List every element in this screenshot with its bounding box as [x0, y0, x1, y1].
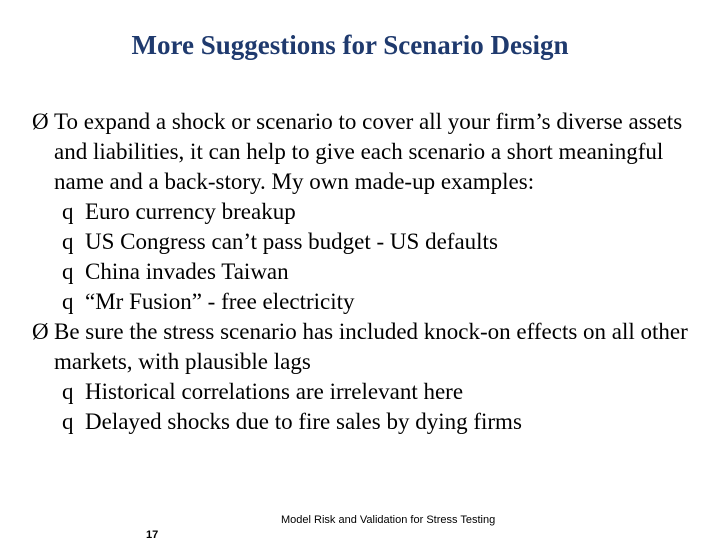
sub-bullet-text: “Mr Fusion” - free electricity: [85, 289, 355, 314]
slide-footer: Model Risk and Validation for Stress Testing: [281, 514, 496, 526]
slide-title: More Suggestions for Scenario Design: [131, 30, 569, 60]
bullet-text: Be sure the stress scenario has included knock-on effects on all other markets, with plausible lags: [54, 319, 688, 374]
sub-bullet-text: Delayed shocks due to fire sales by dying firms: [85, 409, 522, 434]
square-bullet-icon: q: [62, 379, 74, 404]
sub-bullet-text: Historical correlations are irrelevant here: [85, 379, 464, 404]
sub-bullet: [32, 287, 712, 317]
sub-bullet-text: US Congress can’t pass budget - US defaults: [85, 229, 498, 254]
sub-bullet: [32, 227, 712, 257]
bullet-point: [32, 317, 712, 377]
arrow-bullet-icon: Ø: [32, 109, 49, 134]
square-bullet-icon: q: [62, 259, 74, 284]
slide-body: [32, 107, 712, 437]
sub-bullet-text: China invades Taiwan: [85, 259, 289, 284]
square-bullet-icon: q: [62, 229, 74, 254]
square-bullet-icon: q: [62, 409, 74, 434]
square-bullet-icon: q: [62, 289, 74, 314]
sub-bullet: [32, 257, 712, 287]
square-bullet-icon: q: [62, 199, 74, 224]
bullet-text: To expand a shock or scenario to cover all your firm’s diverse assets and liabilities, it can help to give each scenario a short meaningful name and a back-story. My own made-up examples:: [54, 109, 683, 194]
bullet-point: [32, 107, 712, 197]
sub-bullet: [32, 407, 712, 437]
sub-bullet: [32, 377, 712, 407]
page-number: 17: [146, 529, 159, 541]
arrow-bullet-icon: Ø: [32, 319, 49, 344]
sub-bullet-text: Euro currency breakup: [85, 199, 296, 224]
sub-bullet: [32, 197, 712, 227]
